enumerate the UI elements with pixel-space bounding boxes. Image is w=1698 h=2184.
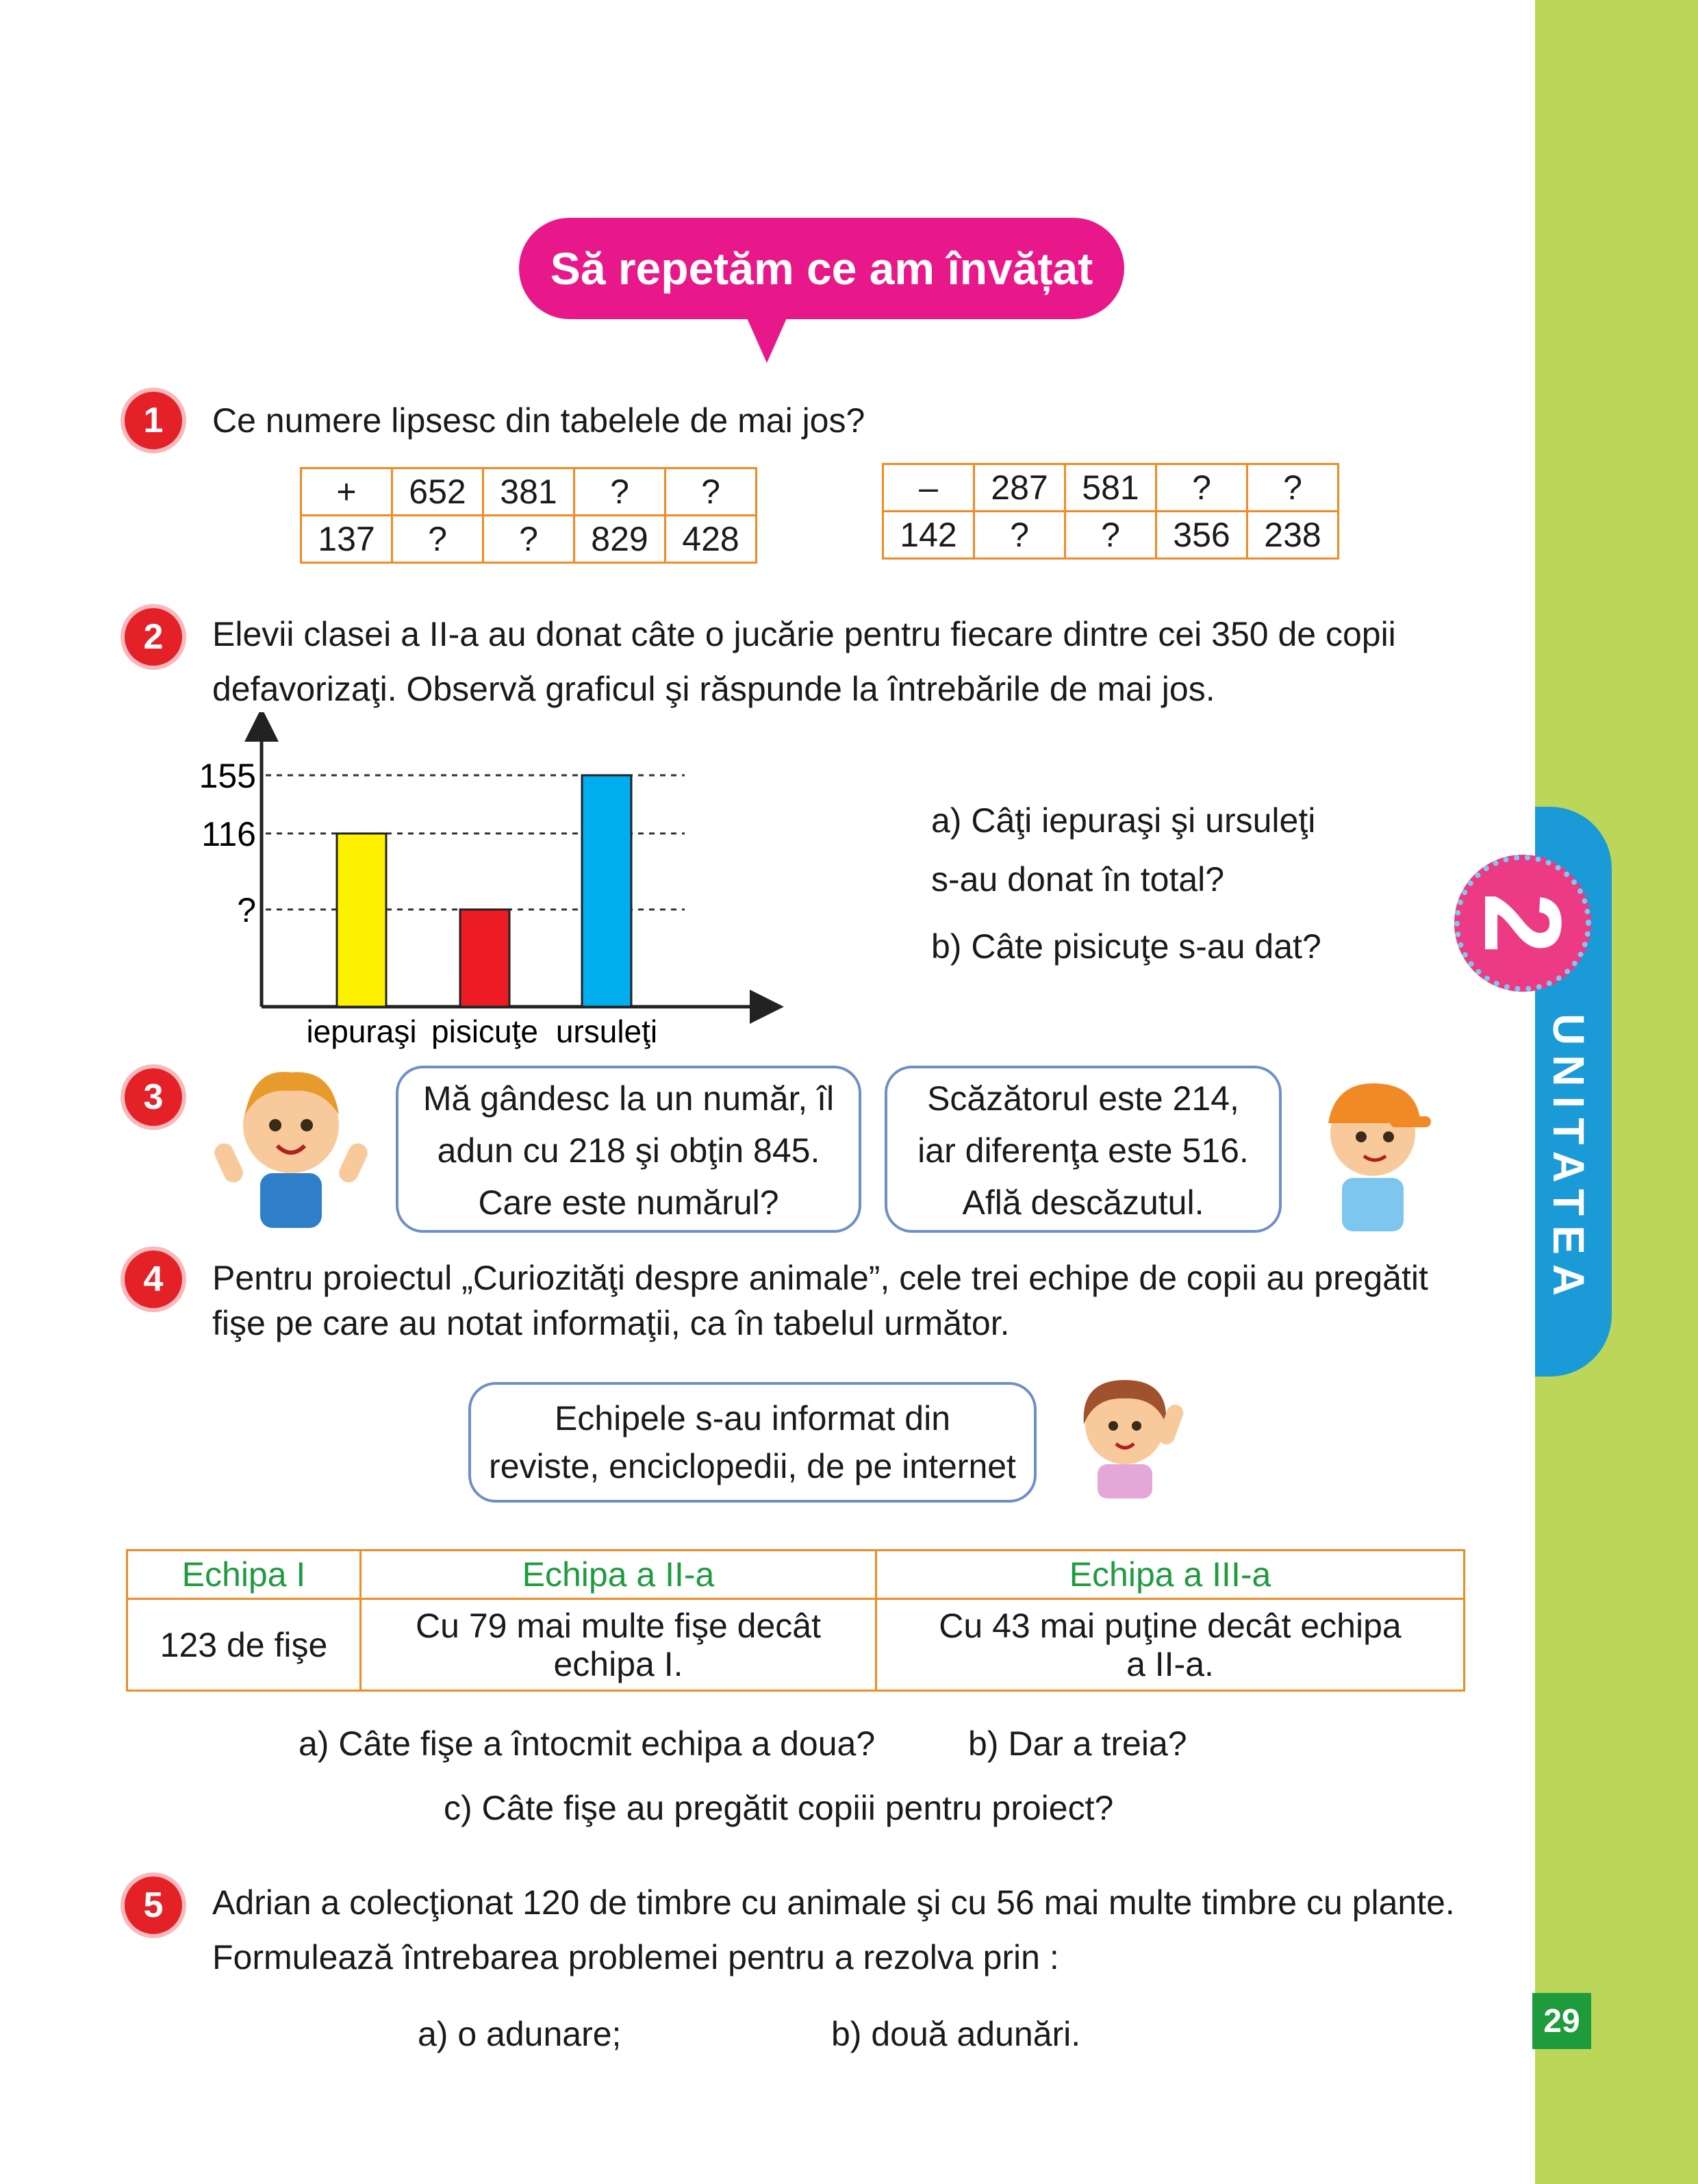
boy-with-cap-illustration xyxy=(1308,1062,1438,1233)
page-number: 29 xyxy=(1532,1993,1591,2049)
team-cell xyxy=(361,1599,876,1691)
speech-bubble-2 xyxy=(885,1066,1282,1233)
teams-table xyxy=(126,1549,1465,1692)
table-row xyxy=(127,1551,1465,1599)
exercise-5-question-b: b) două adunări. xyxy=(831,2015,1081,2053)
x-tick-label: ursuleţi xyxy=(555,1014,658,1049)
team-header: Echipa a III-a xyxy=(876,1551,1465,1599)
exercise-4-question-c: c) Câte fişe au pregătit copiii pentru proiect? xyxy=(444,1789,1114,1827)
exercise-2-question-b: b) Câte pisicuţe s-au dat? xyxy=(931,927,1321,966)
team-header: Echipa a II-a xyxy=(361,1551,876,1599)
table-row xyxy=(301,468,757,516)
bubble-1-line: Care este numărul? xyxy=(478,1183,779,1222)
team-cell-line: Cu 79 mai multe fişe decât xyxy=(416,1606,821,1645)
bubble-1-line: adun cu 218 şi obţin 845. xyxy=(437,1131,820,1170)
table-cell: 137 xyxy=(301,516,392,563)
x-tick-label: iepuraşi xyxy=(306,1014,417,1049)
speech-bubble-3 xyxy=(468,1382,1037,1503)
table-cell: ? xyxy=(1247,464,1339,512)
exercise-1-text: Ce numere lipsesc din tabelele de mai jos? xyxy=(212,401,865,440)
team-cell-line: Cu 43 mai puţine decât echipa xyxy=(939,1606,1402,1645)
y-tick-label: 155 xyxy=(199,757,256,795)
bar-2 xyxy=(582,775,631,1007)
exercise-2-question-a-line-2: s-au donat în total? xyxy=(931,860,1225,899)
exercise-2-question-a-line-1: a) Câţi iepuraşi şi ursuleţi xyxy=(931,801,1316,840)
x-tick-labels xyxy=(306,1014,657,1049)
exercise-5-question-a: a) o adunare; xyxy=(418,2015,622,2053)
addition-table xyxy=(300,467,757,564)
table-cell: ? xyxy=(574,468,666,516)
exercise-4-line-2: fişe pe care au notat informaţii, ca în tabelul următor. xyxy=(212,1304,1010,1342)
x-tick-label: pisicuţe xyxy=(431,1014,538,1049)
table-cell: ? xyxy=(974,512,1065,559)
unit-number-badge: 2 xyxy=(1454,855,1591,992)
exercise-5-line-1: Adrian a colecţionat 120 de timbre cu animale şi cu 56 mai multe timbre cu plante. xyxy=(212,1883,1455,1922)
bubble-2-line: Scăzătorul este 214, xyxy=(927,1079,1239,1118)
bar-0 xyxy=(337,833,386,1007)
bubble-3-line: Echipele s-au informat din xyxy=(554,1399,951,1438)
bubble-1-line: Mă gândesc la un număr, îl xyxy=(422,1079,835,1118)
y-tick-labels xyxy=(199,757,256,929)
y-tick-label: 116 xyxy=(201,815,256,854)
table-cell: – xyxy=(883,464,974,512)
exercise-4-question-a: a) Câte fişe a întocmit echipa a doua? xyxy=(299,1724,876,1763)
boy-illustration xyxy=(212,1060,370,1231)
exercise-2-line-2: defavorizaţi. Observă graficul şi răspunde la întrebările de mai jos. xyxy=(212,670,1215,708)
bubble-2-line: Află descăzutul. xyxy=(962,1183,1204,1222)
subtraction-table xyxy=(882,463,1339,560)
table-row xyxy=(883,464,1339,512)
table-cell: 381 xyxy=(483,468,574,516)
unit-label: UNITATEA xyxy=(1544,1014,1593,1306)
table-cell: ? xyxy=(666,468,757,516)
team-cell xyxy=(876,1599,1465,1691)
exercise-number-3: 3 xyxy=(125,1068,182,1126)
table-cell: ? xyxy=(483,516,574,563)
exercise-5-line-2: Formulează întrebarea problemei pentru a rezolva prin : xyxy=(212,1938,1059,1976)
girl-illustration xyxy=(1060,1363,1197,1500)
page-title: Să repetăm ce am învățat xyxy=(519,218,1124,319)
table-cell: 287 xyxy=(974,464,1065,512)
table-cell: 581 xyxy=(1065,464,1156,512)
table-cell: 356 xyxy=(1156,512,1247,559)
exercise-number-4: 4 xyxy=(125,1251,182,1308)
exercise-number-1: 1 xyxy=(125,392,182,449)
table-cell: 829 xyxy=(574,516,666,563)
team-cell: 123 de fişe xyxy=(127,1599,361,1691)
table-cell: 428 xyxy=(666,516,757,563)
exercise-4-line-1: Pentru proiectul „Curiozităţi despre animale”, cele trei echipe de copii au pregătit xyxy=(212,1259,1428,1297)
table-row xyxy=(127,1599,1465,1691)
table-cell: ? xyxy=(1156,464,1247,512)
bubble-3-line: reviste, enciclopedii, de pe internet xyxy=(489,1447,1016,1485)
table-row xyxy=(883,512,1339,559)
table-cell: ? xyxy=(1065,512,1156,559)
team-header: Echipa I xyxy=(127,1551,361,1599)
table-cell: 238 xyxy=(1247,512,1339,559)
y-tick-label: ? xyxy=(237,891,256,929)
bubble-2-line: iar diferenţa este 516. xyxy=(917,1131,1249,1170)
bar-chart xyxy=(185,712,787,1055)
exercise-4-question-b: b) Dar a treia? xyxy=(968,1724,1187,1763)
table-cell: 652 xyxy=(392,468,483,516)
speech-bubble-1 xyxy=(396,1066,861,1233)
bars xyxy=(337,775,631,1007)
team-cell-line: a II-a. xyxy=(1126,1644,1214,1683)
team-cell-line: echipa I. xyxy=(553,1644,683,1683)
exercise-2-line-1: Elevii clasei a II-a au donat câte o jucărie pentru fiecare dintre cei 350 de copii xyxy=(212,615,1396,653)
table-row xyxy=(301,516,757,563)
bar-1 xyxy=(460,909,509,1007)
exercise-number-2: 2 xyxy=(125,608,182,666)
table-cell: + xyxy=(301,468,392,516)
table-cell: ? xyxy=(392,516,483,563)
exercise-number-5: 5 xyxy=(125,1877,182,1934)
table-cell: 142 xyxy=(883,512,974,559)
